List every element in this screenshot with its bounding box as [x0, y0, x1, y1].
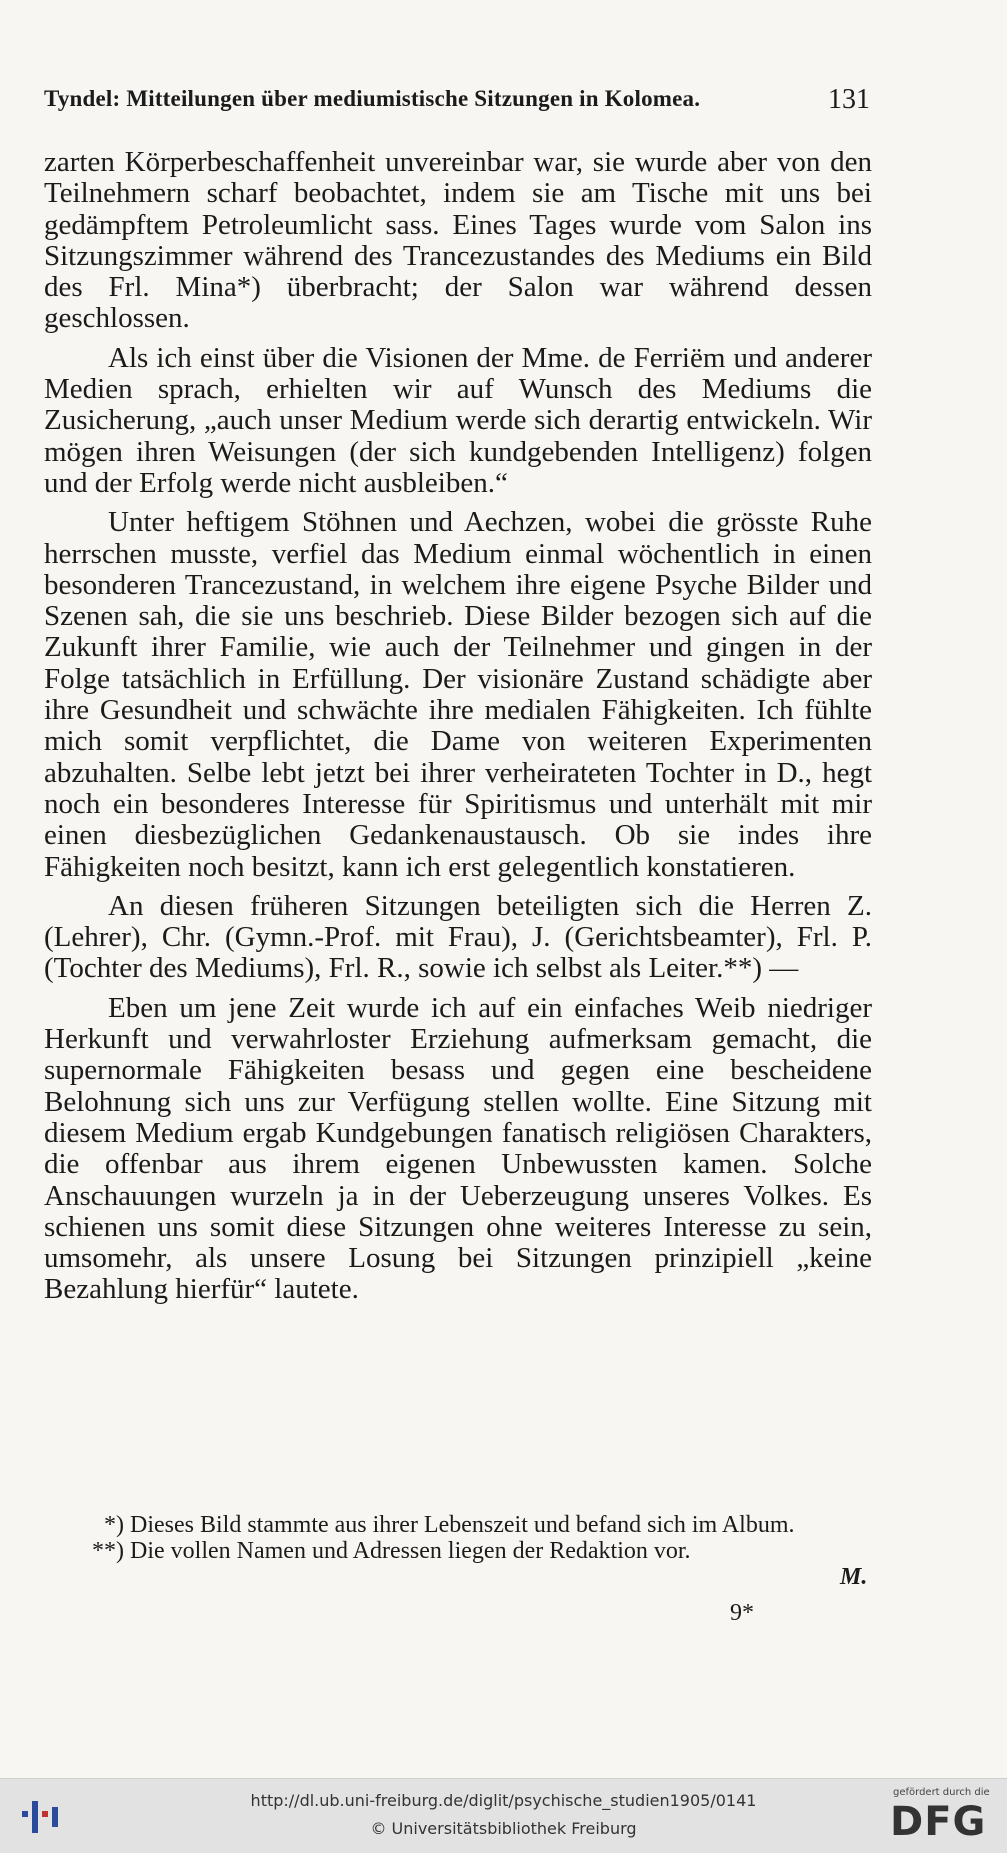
paragraph: Eben um jene Zeit wurde ich auf ein einfaches Weib niedriger Herkunft und verwahrloster Erziehung aufmerksam gemacht, die supernormale Fähigkeiten besass und gegen eine bescheidene Belohnung sich uns zur Verfügung stellen wollte. Eine Sitzung mit diesem Medium ergab Kundgebungen fanatisch religiösen Charakters, die offenbar aus ihrem eigenen Unbewussten kamen. Solche Anschauungen wurzeln ja in der Ueberzeugung unseres Volkes. Es schienen uns somit diese Sitzungen ohne weiteres Interesse zu sein, umsomehr, als unsere Losung bei Sitzungen prinzipiell „keine Bezahlung hierfür“ lautete. — [44, 991, 872, 1306]
footnote-2: **) Die vollen Namen und Adressen liegen der Redaktion vor. — [92, 1538, 691, 1564]
footnote-1: *) Dieses Bild stammte aus ihrer Lebenszeit und befand sich im Album. — [104, 1512, 795, 1538]
dfg-logo: DFG — [890, 1799, 987, 1845]
running-head: Tyndel: Mitteilungen über mediumistische Sitzungen in Kolomea. — [44, 86, 701, 111]
footer-bar — [0, 1778, 1007, 1853]
page-number: 131 — [828, 84, 870, 115]
paragraph: Als ich einst über die Visionen der Mme. de Ferriëm und anderer Medien sprach, erhielten wir auf Wunsch des Mediums die Zusicherung, „auch unser Medium werde sich derartig entwickeln. Wir mögen ihren Weisungen (der sich kundgebenden Intelligenz) folgen und der Erfolg werde nicht ausbleiben.“ — [44, 341, 872, 499]
body-text — [44, 147, 872, 1314]
footnotes — [44, 1512, 872, 1564]
paragraph: zarten Körperbeschaffenheit unvereinbar war, sie wurde aber von den Teilnehmern scharf beobachtet, indem sie am Tische mit uns bei gedämpftem Petroleumlicht sass. Eines Tages wurde vom Salon ins Sitzungszimmer während des Trancezustandes des Mediums ein Bild des Frl. Mina*) überbracht; der Salon war während dessen geschlossen. — [44, 146, 872, 335]
signature-initial: M. — [840, 1564, 868, 1590]
paragraph: Unter heftigem Stöhnen und Aechzen, wobei die grösste Ruhe herrschen musste, verfiel das Medium einmal wöchentlich in einen besonderen Trancezustand, in welchem ihre eigene Psyche Bilder und Szenen sah, die sie uns beschrieb. Diese Bilder bezogen sich auf die Zukunft ihrer Familie, wie auch der Teilnehmer und gingen in der Folge tatsächlich in Erfüllung. Der visionäre Zustand schädigte aber ihre Gesundheit und schwächte ihre medialen Fähigkeiten. Ich fühlte mich somit verpflichtet, die Dame von weiteren Experimenten abzuhalten. Selbe lebt jetzt bei ihrer verheirateten Tochter in D., hegt noch ein besonderes Interesse für Spiritismus und unterhält mit mir einen diesbezüglichen Gedankenaustausch. Ob sie indes ihre Fähigkeiten noch besitzt, kann ich erst gelegentlich konstatieren. — [44, 506, 872, 883]
source-url-link[interactable]: http://dl.ub.uni-freiburg.de/diglit/psychische_studien1905/0141 — [250, 1791, 757, 1810]
paragraph: An diesen früheren Sitzungen beteiligten sich die Herren Z. (Lehrer), Chr. (Gymn.-Prof. mit Frau), J. (Gerichtsbeamter), Frl. P. (Tochter des Mediums), Frl. R., sowie ich selbst als Leiter.**) — — [44, 889, 872, 985]
dfg-caption: gefördert durch die — [893, 1787, 990, 1798]
signature-mark: 9* — [730, 1600, 754, 1626]
copyright-notice: © Universitätsbibliothek Freiburg — [370, 1819, 637, 1838]
